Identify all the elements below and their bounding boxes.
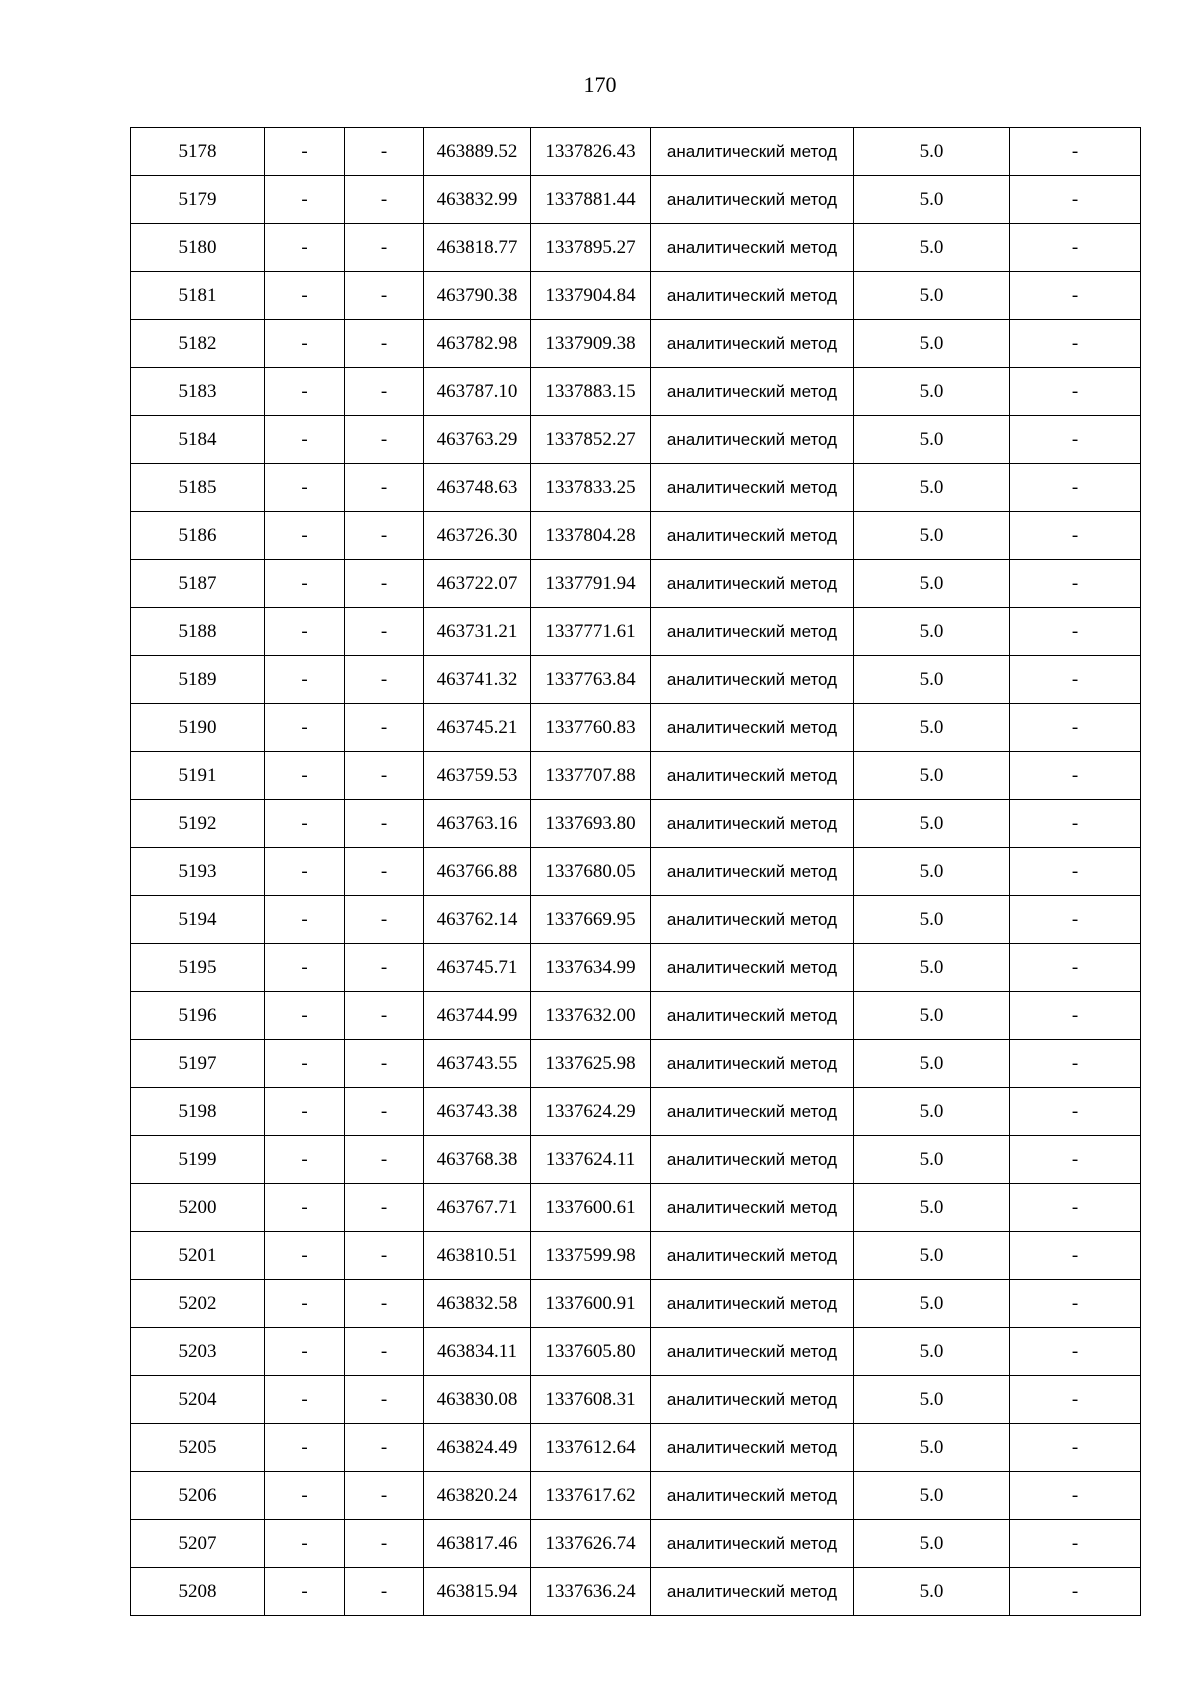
table-row xyxy=(131,1376,1141,1424)
accuracy-cell: 5.0 xyxy=(854,992,1010,1040)
point-number-cell: 5192 xyxy=(131,800,265,848)
point-number-cell: 5183 xyxy=(131,368,265,416)
column-2-cell: - xyxy=(265,1424,345,1472)
column-8-cell: - xyxy=(1010,1328,1141,1376)
method-cell: аналитический метод xyxy=(651,464,854,512)
table-row xyxy=(131,272,1141,320)
x-coordinate-cell: 463745.21 xyxy=(424,704,531,752)
method-cell: аналитический метод xyxy=(651,1568,854,1616)
y-coordinate-cell: 1337693.80 xyxy=(531,800,651,848)
table-row xyxy=(131,608,1141,656)
column-2-cell: - xyxy=(265,896,345,944)
column-8-cell: - xyxy=(1010,1040,1141,1088)
y-coordinate-cell: 1337636.24 xyxy=(531,1568,651,1616)
column-8-cell: - xyxy=(1010,1280,1141,1328)
method-cell: аналитический метод xyxy=(651,1280,854,1328)
y-coordinate-cell: 1337883.15 xyxy=(531,368,651,416)
column-2-cell: - xyxy=(265,656,345,704)
column-8-cell: - xyxy=(1010,368,1141,416)
column-8-cell: - xyxy=(1010,1136,1141,1184)
method-cell: аналитический метод xyxy=(651,704,854,752)
y-coordinate-cell: 1337612.64 xyxy=(531,1424,651,1472)
column-3-cell: - xyxy=(345,1280,424,1328)
table-row xyxy=(131,368,1141,416)
column-8-cell: - xyxy=(1010,176,1141,224)
column-3-cell: - xyxy=(345,560,424,608)
table-row xyxy=(131,1232,1141,1280)
x-coordinate-cell: 463722.07 xyxy=(424,560,531,608)
accuracy-cell: 5.0 xyxy=(854,224,1010,272)
x-coordinate-cell: 463731.21 xyxy=(424,608,531,656)
column-2-cell: - xyxy=(265,464,345,512)
x-coordinate-cell: 463782.98 xyxy=(424,320,531,368)
x-coordinate-cell: 463810.51 xyxy=(424,1232,531,1280)
method-cell: аналитический метод xyxy=(651,128,854,176)
column-2-cell: - xyxy=(265,560,345,608)
table-row xyxy=(131,704,1141,752)
method-cell: аналитический метод xyxy=(651,224,854,272)
column-3-cell: - xyxy=(345,320,424,368)
x-coordinate-cell: 463832.58 xyxy=(424,1280,531,1328)
column-8-cell: - xyxy=(1010,656,1141,704)
point-number-cell: 5190 xyxy=(131,704,265,752)
column-2-cell: - xyxy=(265,1472,345,1520)
x-coordinate-cell: 463830.08 xyxy=(424,1376,531,1424)
column-3-cell: - xyxy=(345,512,424,560)
column-8-cell: - xyxy=(1010,992,1141,1040)
point-number-cell: 5198 xyxy=(131,1088,265,1136)
accuracy-cell: 5.0 xyxy=(854,752,1010,800)
column-8-cell: - xyxy=(1010,944,1141,992)
accuracy-cell: 5.0 xyxy=(854,1088,1010,1136)
method-cell: аналитический метод xyxy=(651,1328,854,1376)
column-2-cell: - xyxy=(265,224,345,272)
table-row xyxy=(131,416,1141,464)
y-coordinate-cell: 1337881.44 xyxy=(531,176,651,224)
column-8-cell: - xyxy=(1010,1232,1141,1280)
column-8-cell: - xyxy=(1010,608,1141,656)
x-coordinate-cell: 463745.71 xyxy=(424,944,531,992)
column-3-cell: - xyxy=(345,608,424,656)
point-number-cell: 5185 xyxy=(131,464,265,512)
table-row xyxy=(131,1424,1141,1472)
x-coordinate-cell: 463744.99 xyxy=(424,992,531,1040)
method-cell: аналитический метод xyxy=(651,416,854,464)
method-cell: аналитический метод xyxy=(651,272,854,320)
point-number-cell: 5203 xyxy=(131,1328,265,1376)
point-number-cell: 5206 xyxy=(131,1472,265,1520)
point-number-cell: 5188 xyxy=(131,608,265,656)
method-cell: аналитический метод xyxy=(651,1376,854,1424)
point-number-cell: 5201 xyxy=(131,1232,265,1280)
accuracy-cell: 5.0 xyxy=(854,1184,1010,1232)
accuracy-cell: 5.0 xyxy=(854,848,1010,896)
accuracy-cell: 5.0 xyxy=(854,1328,1010,1376)
column-2-cell: - xyxy=(265,1040,345,1088)
table-row xyxy=(131,1280,1141,1328)
x-coordinate-cell: 463763.29 xyxy=(424,416,531,464)
accuracy-cell: 5.0 xyxy=(854,1136,1010,1184)
column-8-cell: - xyxy=(1010,512,1141,560)
column-2-cell: - xyxy=(265,1376,345,1424)
point-number-cell: 5197 xyxy=(131,1040,265,1088)
accuracy-cell: 5.0 xyxy=(854,560,1010,608)
column-2-cell: - xyxy=(265,608,345,656)
point-number-cell: 5181 xyxy=(131,272,265,320)
method-cell: аналитический метод xyxy=(651,1184,854,1232)
x-coordinate-cell: 463787.10 xyxy=(424,368,531,416)
point-number-cell: 5182 xyxy=(131,320,265,368)
accuracy-cell: 5.0 xyxy=(854,896,1010,944)
y-coordinate-cell: 1337600.91 xyxy=(531,1280,651,1328)
y-coordinate-cell: 1337895.27 xyxy=(531,224,651,272)
accuracy-cell: 5.0 xyxy=(854,320,1010,368)
x-coordinate-cell: 463762.14 xyxy=(424,896,531,944)
accuracy-cell: 5.0 xyxy=(854,416,1010,464)
method-cell: аналитический метод xyxy=(651,1424,854,1472)
column-8-cell: - xyxy=(1010,1184,1141,1232)
column-8-cell: - xyxy=(1010,320,1141,368)
column-3-cell: - xyxy=(345,992,424,1040)
x-coordinate-cell: 463768.38 xyxy=(424,1136,531,1184)
column-3-cell: - xyxy=(345,176,424,224)
accuracy-cell: 5.0 xyxy=(854,1568,1010,1616)
column-3-cell: - xyxy=(345,848,424,896)
column-3-cell: - xyxy=(345,224,424,272)
column-3-cell: - xyxy=(345,368,424,416)
y-coordinate-cell: 1337599.98 xyxy=(531,1232,651,1280)
x-coordinate-cell: 463726.30 xyxy=(424,512,531,560)
point-number-cell: 5189 xyxy=(131,656,265,704)
column-3-cell: - xyxy=(345,128,424,176)
table-row xyxy=(131,1328,1141,1376)
point-number-cell: 5200 xyxy=(131,1184,265,1232)
point-number-cell: 5196 xyxy=(131,992,265,1040)
accuracy-cell: 5.0 xyxy=(854,176,1010,224)
accuracy-cell: 5.0 xyxy=(854,1424,1010,1472)
column-2-cell: - xyxy=(265,704,345,752)
method-cell: аналитический метод xyxy=(651,1088,854,1136)
table-row xyxy=(131,752,1141,800)
x-coordinate-cell: 463767.71 xyxy=(424,1184,531,1232)
table-row xyxy=(131,176,1141,224)
point-number-cell: 5184 xyxy=(131,416,265,464)
column-2-cell: - xyxy=(265,176,345,224)
method-cell: аналитический метод xyxy=(651,848,854,896)
column-3-cell: - xyxy=(345,1424,424,1472)
column-2-cell: - xyxy=(265,1328,345,1376)
x-coordinate-cell: 463743.38 xyxy=(424,1088,531,1136)
column-2-cell: - xyxy=(265,1232,345,1280)
column-3-cell: - xyxy=(345,1328,424,1376)
point-number-cell: 5205 xyxy=(131,1424,265,1472)
y-coordinate-cell: 1337760.83 xyxy=(531,704,651,752)
point-number-cell: 5186 xyxy=(131,512,265,560)
column-8-cell: - xyxy=(1010,1424,1141,1472)
column-3-cell: - xyxy=(345,272,424,320)
x-coordinate-cell: 463834.11 xyxy=(424,1328,531,1376)
y-coordinate-cell: 1337852.27 xyxy=(531,416,651,464)
method-cell: аналитический метод xyxy=(651,1520,854,1568)
column-8-cell: - xyxy=(1010,272,1141,320)
table-row xyxy=(131,848,1141,896)
y-coordinate-cell: 1337605.80 xyxy=(531,1328,651,1376)
y-coordinate-cell: 1337634.99 xyxy=(531,944,651,992)
y-coordinate-cell: 1337826.43 xyxy=(531,128,651,176)
y-coordinate-cell: 1337771.61 xyxy=(531,608,651,656)
table-row xyxy=(131,1472,1141,1520)
y-coordinate-cell: 1337608.31 xyxy=(531,1376,651,1424)
table-row xyxy=(131,560,1141,608)
column-2-cell: - xyxy=(265,1280,345,1328)
column-3-cell: - xyxy=(345,464,424,512)
column-8-cell: - xyxy=(1010,416,1141,464)
accuracy-cell: 5.0 xyxy=(854,1472,1010,1520)
method-cell: аналитический метод xyxy=(651,368,854,416)
column-2-cell: - xyxy=(265,800,345,848)
y-coordinate-cell: 1337624.11 xyxy=(531,1136,651,1184)
column-2-cell: - xyxy=(265,512,345,560)
accuracy-cell: 5.0 xyxy=(854,464,1010,512)
x-coordinate-cell: 463815.94 xyxy=(424,1568,531,1616)
y-coordinate-cell: 1337626.74 xyxy=(531,1520,651,1568)
method-cell: аналитический метод xyxy=(651,1040,854,1088)
column-8-cell: - xyxy=(1010,896,1141,944)
column-3-cell: - xyxy=(345,1376,424,1424)
accuracy-cell: 5.0 xyxy=(854,1520,1010,1568)
x-coordinate-cell: 463766.88 xyxy=(424,848,531,896)
y-coordinate-cell: 1337680.05 xyxy=(531,848,651,896)
point-number-cell: 5194 xyxy=(131,896,265,944)
column-2-cell: - xyxy=(265,992,345,1040)
column-2-cell: - xyxy=(265,848,345,896)
accuracy-cell: 5.0 xyxy=(854,368,1010,416)
y-coordinate-cell: 1337804.28 xyxy=(531,512,651,560)
x-coordinate-cell: 463824.49 xyxy=(424,1424,531,1472)
y-coordinate-cell: 1337833.25 xyxy=(531,464,651,512)
x-coordinate-cell: 463748.63 xyxy=(424,464,531,512)
column-3-cell: - xyxy=(345,896,424,944)
method-cell: аналитический метод xyxy=(651,512,854,560)
table-row xyxy=(131,1040,1141,1088)
column-2-cell: - xyxy=(265,944,345,992)
accuracy-cell: 5.0 xyxy=(854,800,1010,848)
column-8-cell: - xyxy=(1010,1520,1141,1568)
column-3-cell: - xyxy=(345,1520,424,1568)
x-coordinate-cell: 463763.16 xyxy=(424,800,531,848)
accuracy-cell: 5.0 xyxy=(854,1280,1010,1328)
column-2-cell: - xyxy=(265,1568,345,1616)
coordinates-table xyxy=(130,127,1141,1616)
accuracy-cell: 5.0 xyxy=(854,1376,1010,1424)
column-2-cell: - xyxy=(265,752,345,800)
column-3-cell: - xyxy=(345,1472,424,1520)
table-row xyxy=(131,320,1141,368)
column-8-cell: - xyxy=(1010,1568,1141,1616)
page-number: 170 xyxy=(583,72,617,97)
column-8-cell: - xyxy=(1010,800,1141,848)
table-row xyxy=(131,464,1141,512)
y-coordinate-cell: 1337600.61 xyxy=(531,1184,651,1232)
x-coordinate-cell: 463741.32 xyxy=(424,656,531,704)
y-coordinate-cell: 1337909.38 xyxy=(531,320,651,368)
accuracy-cell: 5.0 xyxy=(854,128,1010,176)
column-3-cell: - xyxy=(345,1136,424,1184)
point-number-cell: 5191 xyxy=(131,752,265,800)
method-cell: аналитический метод xyxy=(651,896,854,944)
accuracy-cell: 5.0 xyxy=(854,704,1010,752)
table-row xyxy=(131,1568,1141,1616)
y-coordinate-cell: 1337632.00 xyxy=(531,992,651,1040)
table-row xyxy=(131,128,1141,176)
column-2-cell: - xyxy=(265,272,345,320)
column-3-cell: - xyxy=(345,704,424,752)
table-row xyxy=(131,896,1141,944)
table-row xyxy=(131,1520,1141,1568)
table-row xyxy=(131,800,1141,848)
column-8-cell: - xyxy=(1010,1088,1141,1136)
table-row xyxy=(131,656,1141,704)
x-coordinate-cell: 463790.38 xyxy=(424,272,531,320)
y-coordinate-cell: 1337617.62 xyxy=(531,1472,651,1520)
table-row xyxy=(131,944,1141,992)
column-8-cell: - xyxy=(1010,1472,1141,1520)
accuracy-cell: 5.0 xyxy=(854,1040,1010,1088)
column-2-cell: - xyxy=(265,1184,345,1232)
point-number-cell: 5204 xyxy=(131,1376,265,1424)
column-8-cell: - xyxy=(1010,848,1141,896)
y-coordinate-cell: 1337791.94 xyxy=(531,560,651,608)
column-8-cell: - xyxy=(1010,224,1141,272)
point-number-cell: 5199 xyxy=(131,1136,265,1184)
method-cell: аналитический метод xyxy=(651,752,854,800)
y-coordinate-cell: 1337625.98 xyxy=(531,1040,651,1088)
column-2-cell: - xyxy=(265,416,345,464)
method-cell: аналитический метод xyxy=(651,800,854,848)
method-cell: аналитический метод xyxy=(651,176,854,224)
method-cell: аналитический метод xyxy=(651,1472,854,1520)
x-coordinate-cell: 463889.52 xyxy=(424,128,531,176)
column-8-cell: - xyxy=(1010,560,1141,608)
x-coordinate-cell: 463832.99 xyxy=(424,176,531,224)
x-coordinate-cell: 463820.24 xyxy=(424,1472,531,1520)
point-number-cell: 5207 xyxy=(131,1520,265,1568)
x-coordinate-cell: 463818.77 xyxy=(424,224,531,272)
column-2-cell: - xyxy=(265,368,345,416)
method-cell: аналитический метод xyxy=(651,608,854,656)
accuracy-cell: 5.0 xyxy=(854,656,1010,704)
table-row xyxy=(131,512,1141,560)
column-3-cell: - xyxy=(345,656,424,704)
method-cell: аналитический метод xyxy=(651,560,854,608)
column-3-cell: - xyxy=(345,416,424,464)
x-coordinate-cell: 463759.53 xyxy=(424,752,531,800)
method-cell: аналитический метод xyxy=(651,656,854,704)
method-cell: аналитический метод xyxy=(651,1232,854,1280)
point-number-cell: 5178 xyxy=(131,128,265,176)
point-number-cell: 5193 xyxy=(131,848,265,896)
accuracy-cell: 5.0 xyxy=(854,944,1010,992)
accuracy-cell: 5.0 xyxy=(854,608,1010,656)
y-coordinate-cell: 1337763.84 xyxy=(531,656,651,704)
point-number-cell: 5180 xyxy=(131,224,265,272)
column-2-cell: - xyxy=(265,1520,345,1568)
column-3-cell: - xyxy=(345,1088,424,1136)
table-row xyxy=(131,1136,1141,1184)
column-3-cell: - xyxy=(345,944,424,992)
column-3-cell: - xyxy=(345,1232,424,1280)
column-3-cell: - xyxy=(345,1568,424,1616)
column-3-cell: - xyxy=(345,752,424,800)
column-3-cell: - xyxy=(345,1040,424,1088)
accuracy-cell: 5.0 xyxy=(854,1232,1010,1280)
method-cell: аналитический метод xyxy=(651,992,854,1040)
column-2-cell: - xyxy=(265,1088,345,1136)
table-row xyxy=(131,992,1141,1040)
point-number-cell: 5208 xyxy=(131,1568,265,1616)
y-coordinate-cell: 1337624.29 xyxy=(531,1088,651,1136)
table-row xyxy=(131,224,1141,272)
point-number-cell: 5202 xyxy=(131,1280,265,1328)
column-8-cell: - xyxy=(1010,464,1141,512)
x-coordinate-cell: 463817.46 xyxy=(424,1520,531,1568)
column-3-cell: - xyxy=(345,800,424,848)
column-2-cell: - xyxy=(265,128,345,176)
table-row xyxy=(131,1184,1141,1232)
column-8-cell: - xyxy=(1010,704,1141,752)
column-8-cell: - xyxy=(1010,1376,1141,1424)
point-number-cell: 5187 xyxy=(131,560,265,608)
column-8-cell: - xyxy=(1010,128,1141,176)
column-3-cell: - xyxy=(345,1184,424,1232)
point-number-cell: 5179 xyxy=(131,176,265,224)
accuracy-cell: 5.0 xyxy=(854,272,1010,320)
accuracy-cell: 5.0 xyxy=(854,512,1010,560)
column-2-cell: - xyxy=(265,320,345,368)
table-body xyxy=(131,128,1141,1616)
point-number-cell: 5195 xyxy=(131,944,265,992)
y-coordinate-cell: 1337707.88 xyxy=(531,752,651,800)
method-cell: аналитический метод xyxy=(651,1136,854,1184)
y-coordinate-cell: 1337904.84 xyxy=(531,272,651,320)
column-8-cell: - xyxy=(1010,752,1141,800)
y-coordinate-cell: 1337669.95 xyxy=(531,896,651,944)
method-cell: аналитический метод xyxy=(651,320,854,368)
column-2-cell: - xyxy=(265,1136,345,1184)
x-coordinate-cell: 463743.55 xyxy=(424,1040,531,1088)
method-cell: аналитический метод xyxy=(651,944,854,992)
table-row xyxy=(131,1088,1141,1136)
